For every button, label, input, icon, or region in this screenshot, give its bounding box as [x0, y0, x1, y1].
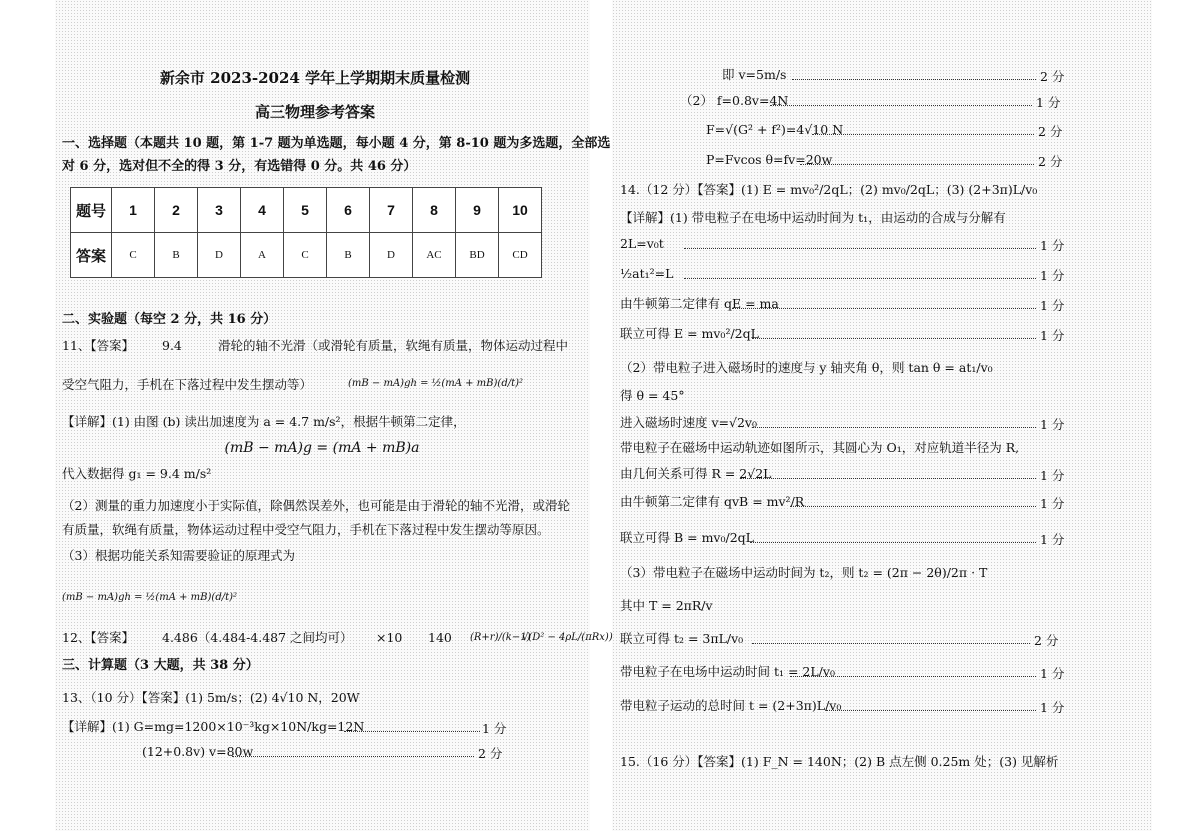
section1-heading: 一、选择题（本题共 10 题，第 1-7 题为单选题，每小题 4 分，第 8-10 题为多选题，全部选 [62, 136, 611, 151]
answer-cell: A [241, 233, 284, 278]
dot-leader [812, 134, 1034, 135]
q11-detail: 有质量，软绳有质量，物体运动过程中受空气阻力，手机在下落过程中发生摆动等原因。 [62, 522, 550, 537]
question-number: 9 [456, 188, 499, 233]
answer-cell: B [327, 233, 370, 278]
q13-detail: 【详解】(1) G=mg=1200×10⁻³kg×10N/kg=12N [62, 719, 365, 734]
dot-leader [790, 676, 1036, 677]
score: 2 分 [1038, 154, 1063, 169]
section1-heading-cont: 对 6 分，选对但不全的得 3 分，有选错得 0 分。共 46 分） [62, 159, 417, 174]
q15-answer: 15.（16 分）【答案】(1) F_N = 140N；(2) B 点左侧 0.25m 处；(3) 见解析 [620, 754, 1059, 769]
question-number: 1 [112, 188, 155, 233]
dot-leader [732, 308, 1036, 309]
q14-detail: 由牛顿第二定律有 qE = ma [620, 296, 779, 311]
q11-formula: (mB − mA)gh = ½(mA + mB)(d/t)² [62, 592, 238, 603]
q14-detail: ½at₁²=L [620, 266, 674, 281]
q12-answer-2: ×10 [376, 630, 403, 645]
q12-answer-1: 4.486（4.484-4.487 之间均可） [162, 630, 353, 645]
question-number: 5 [284, 188, 327, 233]
q13-detail: P=Fvcos θ=fv=20w [706, 152, 833, 167]
dot-leader [826, 710, 1036, 711]
answer-cell: B [155, 233, 198, 278]
section3-heading: 三、计算题（3 大题，共 38 分） [62, 658, 259, 673]
question-number: 8 [413, 188, 456, 233]
section2-heading: 二、实验题（每空 2 分，共 16 分） [62, 312, 277, 327]
dot-leader [792, 79, 1036, 80]
dot-leader [684, 278, 1036, 279]
question-number: 4 [241, 188, 284, 233]
score: 1 分 [1040, 417, 1065, 432]
dot-leader [800, 164, 1034, 165]
dot-leader [684, 248, 1036, 249]
page-title: 新余市 2023-2024 学年上学期期末质量检测 [159, 69, 471, 87]
dot-leader [740, 478, 1036, 479]
q11-answer-reason: 滑轮的轴不光滑（或滑轮有质量，软绳有质量，物体运动过程中 [218, 338, 569, 353]
q13-detail: （2） f=0.8v=4N [680, 93, 789, 108]
page-subtitle: 高三物理参考答案 [254, 103, 375, 121]
question-number: 7 [370, 188, 413, 233]
score: 1 分 [482, 721, 507, 736]
q12-answer-5: √(D² − 4ρL/(πRx)) [522, 632, 613, 643]
score: 2 分 [1040, 69, 1065, 84]
q11-answer-reason-cont: 受空气阻力，手机在下落过程中发生摆动等） [62, 377, 313, 392]
q14-detail: 其中 T = 2πR/v [620, 598, 713, 613]
q14-detail: 带电粒子运动的总时间 t = (2+3π)L/v₀ [620, 698, 842, 713]
q12-answer-3: 140 [428, 630, 452, 645]
dot-leader [232, 756, 474, 757]
q14-detail: 由几何关系可得 R = 2√2L [620, 466, 772, 481]
q14-detail: 联立可得 t₂ = 3πL/v₀ [620, 631, 744, 646]
score: 1 分 [1040, 328, 1065, 343]
q14-detail: 得 θ = 45° [620, 388, 685, 403]
score: 1 分 [1040, 468, 1065, 483]
q14-detail: 【详解】(1) 带电粒子在电场中运动时间为 t₁，由运动的合成与分解有 [620, 210, 1006, 225]
q14-detail: 进入磁场时速度 v=√2v₀ [620, 415, 757, 430]
question-number: 6 [327, 188, 370, 233]
q13-detail: F=√(G² + f²)=4√10 N [706, 122, 844, 137]
dot-leader [790, 506, 1036, 507]
q11-equation: (mB − mA)g = (mA + mB)a [224, 440, 420, 456]
q12-answer-prefix: 12、【答案】 [62, 630, 135, 645]
score: 2 分 [1034, 633, 1059, 648]
q11-detail: （3）根据功能关系知需要验证的原理式为 [62, 548, 295, 563]
q14-detail: （3）带电粒子在磁场中运动时间为 t₂，则 t₂ = (2π − 2θ)/2π · T [620, 565, 988, 580]
dot-leader [752, 338, 1036, 339]
answer-cell: AC [413, 233, 456, 278]
row-label-answer: 答案 [71, 233, 112, 278]
q14-detail: 由牛顿第二定律有 qvB = mv²/R [620, 494, 805, 509]
score: 1 分 [1040, 238, 1065, 253]
q11-answer-value: 9.4 [162, 338, 182, 353]
q14-detail: 2L=v₀t [620, 236, 664, 251]
answer-cell: CD [499, 233, 542, 278]
q11-detail: （2）测量的重力加速度小于实际值，除偶然误差外，也可能是由于滑轮的轴不光滑，或滑轮 [62, 498, 570, 513]
dot-leader [770, 105, 1032, 106]
score: 2 分 [1038, 124, 1063, 139]
q14-detail: （2）带电粒子进入磁场时的速度与 y 轴夹角 θ，则 tan θ = at₁/v₀ [620, 360, 993, 375]
q14-detail: 带电粒子在磁场中运动轨迹如图所示，其圆心为 O₁，对应轨道半径为 R, [620, 440, 1020, 455]
score: 1 分 [1040, 268, 1065, 283]
question-number: 3 [198, 188, 241, 233]
q14-detail: 联立可得 B = mv₀/2qL [620, 530, 754, 545]
table-row [71, 188, 542, 233]
q11-answer-formula: (mB − mA)gh = ½(mA + mB)(d/t)² [348, 378, 524, 389]
dot-leader [750, 542, 1036, 543]
question-number: 10 [499, 188, 542, 233]
row-label-number: 题号 [71, 188, 112, 233]
score: 2 分 [478, 746, 503, 761]
table-row [71, 233, 542, 278]
q13-answer: 13、（10 分）【答案】(1) 5m/s；(2) 4√10 N，20W [62, 690, 360, 705]
score: 1 分 [1040, 666, 1065, 681]
dot-leader [344, 731, 480, 732]
q12-answer-4: (R+r)/(k−1) [470, 632, 531, 643]
answer-cell: BD [456, 233, 499, 278]
q14-detail: 联立可得 E = mv₀²/2qL [620, 326, 759, 341]
score: 1 分 [1040, 700, 1065, 715]
q11-detail: 【详解】(1) 由图 (b) 读出加速度为 a = 4.7 m/s²，根据牛顿第二定律， [62, 414, 466, 429]
q11-answer-prefix: 11、【答案】 [62, 338, 135, 353]
q13-detail: (12+0.8v) v=80w [142, 744, 254, 759]
dot-leader [752, 643, 1030, 644]
q11-detail: 代入数据得 g₁ = 9.4 m/s² [62, 466, 212, 481]
score: 1 分 [1040, 298, 1065, 313]
question-number: 2 [155, 188, 198, 233]
answer-cell: D [198, 233, 241, 278]
q13-detail: 即 v=5m/s [722, 67, 787, 82]
score: 1 分 [1040, 496, 1065, 511]
answer-cell: C [284, 233, 327, 278]
answer-table [70, 187, 542, 278]
score: 1 分 [1036, 95, 1061, 110]
q14-answer: 14.（12 分）【答案】(1) E = mv₀²/2qL；(2) mv₀/2qL；(3) (2+3π)L/v₀ [620, 182, 1038, 197]
dot-leader [752, 427, 1036, 428]
q14-detail: 带电粒子在电场中运动时间 t₁ = 2L/v₀ [620, 664, 835, 679]
answer-cell: D [370, 233, 413, 278]
answer-cell: C [112, 233, 155, 278]
score: 1 分 [1040, 532, 1065, 547]
